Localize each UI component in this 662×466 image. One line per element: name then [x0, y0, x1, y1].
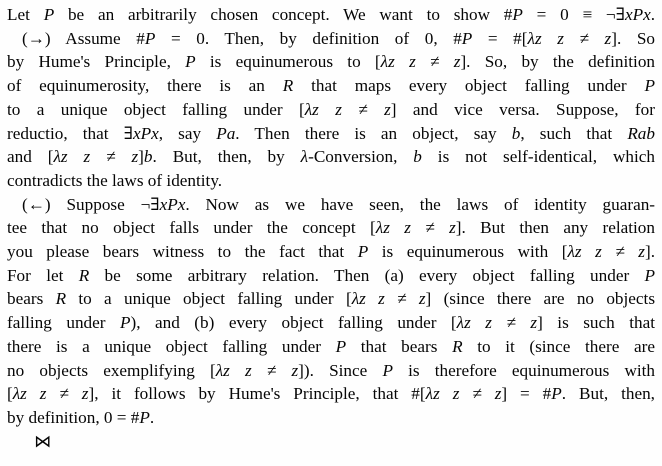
math-italic-segment: P: [644, 76, 655, 96]
math-italic-segment: R: [55, 289, 67, 309]
math-italic-segment: b: [413, 147, 422, 167]
text-segment: , say: [158, 123, 217, 143]
text-segment: ], it follows by Hume's Principle, that #[: [88, 384, 426, 404]
text-segment: be some arbitrary relation. Then (a) every object falling under: [89, 265, 645, 285]
text-segment: Let: [7, 5, 44, 24]
text-segment: [: [7, 384, 13, 404]
math-italic-segment: λz z ≠ z: [456, 313, 538, 333]
text-segment: For let: [7, 265, 79, 285]
text-line: [7, 406, 655, 430]
math-italic-segment: P: [43, 5, 55, 24]
text-segment: ] is such that: [537, 313, 656, 333]
text-line: [7, 27, 655, 51]
math-italic-segment: R: [452, 336, 463, 356]
math-italic-segment: λz z ≠ z: [351, 289, 426, 309]
text-line: [7, 145, 655, 169]
math-italic-segment: R: [78, 265, 90, 285]
text-segment: .: [149, 407, 155, 427]
math-italic-segment: λz z ≠ z: [12, 384, 89, 404]
text-segment: ] (since there are no objects: [425, 289, 656, 309]
text-line: [7, 3, 655, 27]
text-segment: ] = #: [501, 384, 552, 404]
text-segment: ].: [644, 242, 655, 262]
math-italic-segment: xPx: [624, 5, 651, 24]
text-segment: = 0 ≡ ¬∃: [522, 5, 625, 24]
math-italic-segment: P: [512, 5, 523, 24]
text-segment: ] and vice versa. Suppose, for: [390, 99, 655, 119]
math-italic-segment: b: [143, 147, 153, 167]
math-italic-segment: Rab: [627, 123, 655, 143]
text-segment: to a unique object falling under [: [66, 289, 352, 309]
text-segment: , such that: [520, 123, 628, 143]
text-segment: falling under: [7, 313, 120, 333]
text-segment: reductio, that ∃: [7, 123, 133, 143]
text-segment: bears: [7, 289, 56, 309]
text-segment: is equinumerous with [: [368, 242, 568, 262]
text-line: [7, 50, 655, 74]
text-line: [7, 240, 655, 264]
text-segment: that maps every object falling under: [293, 76, 645, 96]
text-line: [7, 264, 655, 288]
text-segment: = 0. Then, by definition of 0, #: [155, 28, 462, 48]
math-italic-segment: λz z ≠ z: [53, 147, 139, 167]
text-segment: by definition, 0 = #: [7, 407, 140, 427]
text-segment: (←) Suppose ¬∃: [22, 194, 160, 214]
math-italic-segment: λz z ≠ z: [425, 384, 502, 404]
math-italic-segment: λz z ≠ z: [380, 52, 461, 72]
text-segment: (→) Assume #: [22, 28, 145, 48]
math-italic-segment: Pa: [216, 123, 236, 143]
text-segment: ]: [138, 147, 144, 167]
text-segment: tee that no object falls under the concept [: [7, 218, 376, 238]
math-italic-segment: P: [335, 336, 347, 356]
text-segment: you please bears witness to the fact that: [7, 242, 358, 262]
math-italic-segment: λz z ≠ z: [304, 99, 391, 119]
math-italic-segment: P: [551, 384, 562, 404]
math-italic-segment: b: [511, 123, 521, 143]
math-italic-segment: xPx: [132, 123, 159, 143]
math-italic-segment: P: [139, 407, 150, 427]
math-italic-segment: P: [185, 52, 196, 72]
text-segment: of equinumerosity, there is an: [7, 76, 283, 96]
text-line: [7, 382, 655, 406]
text-segment: . But, then,: [561, 384, 655, 404]
text-segment: there is a unique object falling under: [7, 336, 336, 356]
text-segment: that bears: [346, 336, 453, 356]
text-segment: by Hume's Principle,: [7, 52, 186, 72]
text-line: [7, 74, 655, 98]
text-segment: and [: [7, 147, 54, 167]
text-segment: is not self-identical, which: [421, 147, 655, 167]
text-line: [7, 193, 655, 217]
text-segment: is therefore equinumerous with: [392, 360, 655, 380]
text-segment: = #[: [472, 28, 528, 48]
math-italic-segment: λz z ≠ z: [567, 242, 645, 262]
text-segment: contradicts the laws of identity.: [7, 170, 223, 190]
math-italic-segment: P: [119, 313, 131, 333]
math-italic-segment: P: [644, 265, 656, 285]
math-italic-segment: λ: [300, 147, 309, 167]
math-italic-segment: P: [382, 360, 393, 380]
text-segment: . But, then, by: [152, 147, 301, 167]
text-segment: to it (since there are: [462, 336, 655, 356]
text-segment: -Conversion,: [308, 147, 414, 167]
text-segment: ]). Since: [298, 360, 383, 380]
text-line: [7, 359, 655, 383]
math-italic-segment: R: [282, 76, 294, 96]
text-segment: ), and (b) every object falling under [: [130, 313, 457, 333]
text-segment: .: [650, 5, 656, 24]
text-line: [7, 287, 655, 311]
text-line: [7, 311, 655, 335]
text-segment: ]. So: [611, 28, 655, 48]
math-italic-segment: P: [144, 28, 156, 48]
proof-body: [7, 3, 655, 453]
text-line: [7, 335, 655, 359]
text-segment: is equinumerous to [: [195, 52, 381, 72]
text-segment: to a unique object falling under [: [7, 99, 305, 119]
math-italic-segment: P: [357, 242, 369, 262]
text-segment: be an arbitrarily chosen concept. We want to show #: [54, 5, 513, 24]
math-italic-segment: P: [461, 28, 473, 48]
text-line: [7, 169, 655, 193]
math-italic-segment: λz z ≠ z: [215, 360, 299, 380]
math-italic-segment: xPx: [159, 194, 186, 214]
text-line: [7, 98, 655, 122]
text-segment: no objects exemplifying [: [7, 360, 216, 380]
text-line: [7, 216, 655, 240]
qed-marker: [7, 430, 655, 454]
math-italic-segment: λz z ≠ z: [527, 28, 612, 48]
text-segment: ]. But then any relation: [455, 218, 655, 238]
text-line: [7, 122, 655, 146]
text-segment: . Now as we have seen, the laws of identity guaran-: [185, 194, 656, 214]
math-italic-segment: λz z ≠ z: [375, 218, 456, 238]
text-segment: ]. So, by the definition: [460, 52, 656, 72]
text-segment: ⋈: [34, 431, 52, 451]
text-segment: . Then there is an object, say: [235, 123, 512, 143]
